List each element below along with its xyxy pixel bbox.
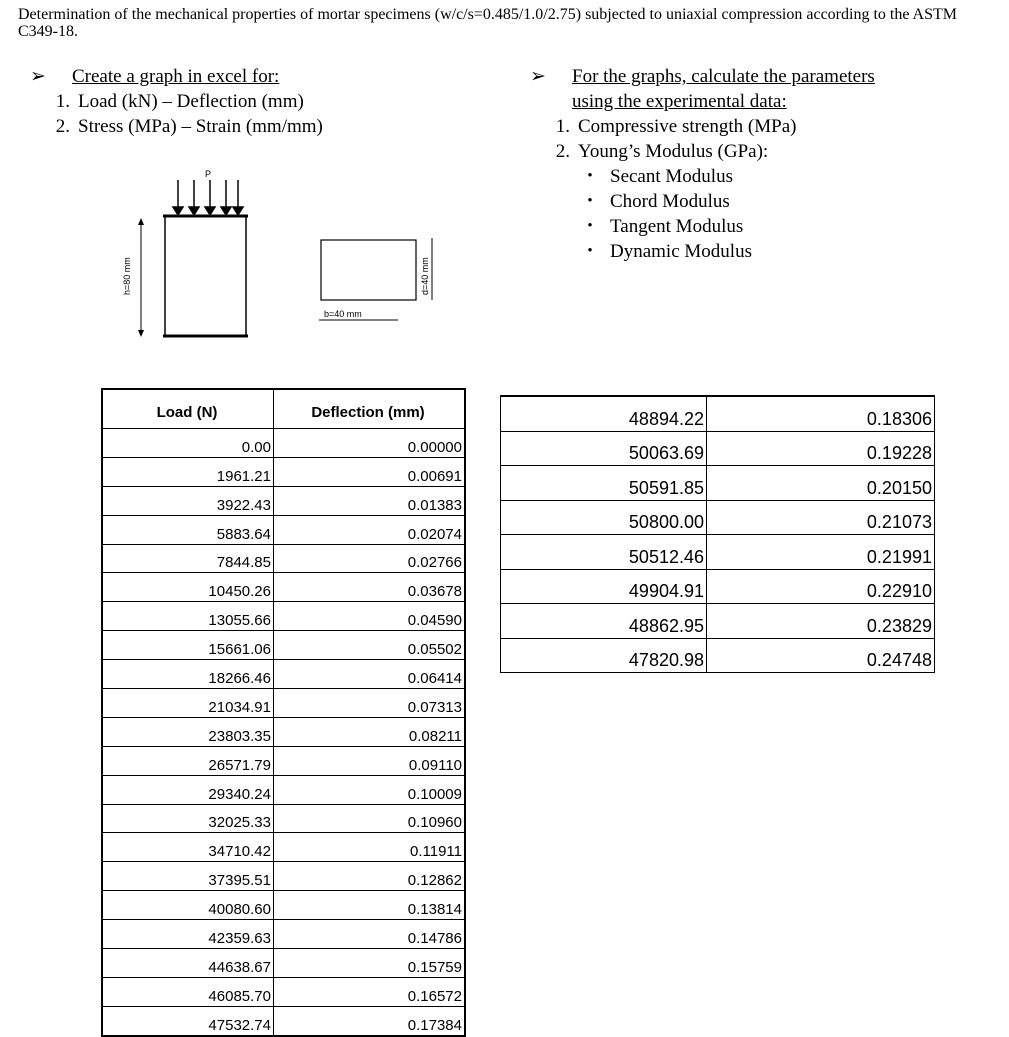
deflection-cell: 0.21991: [707, 535, 935, 570]
deflection-cell: 0.15759: [274, 949, 466, 978]
table-row: [501, 431, 935, 466]
load-cell: 32025.33: [102, 804, 274, 833]
load-arrows-icon: [173, 180, 243, 215]
load-cell: 46085.70: [102, 977, 274, 1006]
height-label: h=80 mm: [122, 257, 132, 295]
list-number: 1.: [55, 91, 70, 112]
deflection-cell: 0.08211: [274, 717, 466, 746]
bullet-icon: •: [587, 193, 593, 209]
load-cell: 21034.91: [102, 689, 274, 718]
table-row: [102, 833, 465, 862]
load-cell: 29340.24: [102, 775, 274, 804]
table-row: [102, 573, 465, 602]
table-row: [102, 977, 465, 1006]
deflection-cell: 0.03678: [274, 573, 466, 602]
load-cell: 18266.46: [102, 660, 274, 689]
deflection-cell: 0.06414: [274, 660, 466, 689]
table-header-row: [102, 389, 465, 429]
table-row: [102, 891, 465, 920]
bullet-text: Tangent Modulus: [610, 216, 744, 237]
width-label: b=40 mm: [324, 309, 362, 319]
bullet-text: Dynamic Modulus: [610, 241, 752, 262]
table-row: [102, 804, 465, 833]
load-cell: 23803.35: [102, 717, 274, 746]
list-item: [30, 89, 323, 114]
table-row: [501, 535, 935, 570]
load-cell: 48894.22: [501, 396, 707, 431]
load-cell: 47532.74: [102, 1006, 274, 1035]
load-cell: 13055.66: [102, 602, 274, 631]
list-number: 2.: [55, 116, 70, 137]
table-row: [102, 746, 465, 775]
bullet-icon: •: [587, 218, 593, 234]
table-row: [102, 602, 465, 631]
deflection-cell: 0.12862: [274, 862, 466, 891]
load-cell: 5883.64: [102, 515, 274, 544]
table-row: [102, 1006, 465, 1035]
table-row: [102, 862, 465, 891]
deflection-cell: 0.19228: [707, 431, 935, 466]
load-cell: 3922.43: [102, 486, 274, 515]
table-row: [102, 689, 465, 718]
table-row: [501, 466, 935, 501]
load-label: P: [205, 169, 212, 179]
table-row: [501, 500, 935, 535]
deflection-cell: 0.09110: [274, 746, 466, 775]
deflection-cell: 0.24748: [707, 638, 935, 673]
load-cell: 26571.79: [102, 746, 274, 775]
deflection-cell: 0.10960: [274, 804, 466, 833]
bullet-item: [570, 214, 875, 239]
deflection-cell: 0.21073: [707, 500, 935, 535]
deflection-cell: 0.10009: [274, 775, 466, 804]
table-row: [102, 717, 465, 746]
load-cell: 37395.51: [102, 862, 274, 891]
deflection-cell: 0.23829: [707, 604, 935, 639]
arrow-bullet-icon: ➢: [530, 66, 546, 87]
list-text: Compressive strength (MPa): [578, 116, 797, 137]
deflection-cell: 0.17384: [274, 1006, 466, 1035]
deflection-cell: 0.05502: [274, 631, 466, 660]
bullet-text: Secant Modulus: [610, 166, 733, 187]
cross-section: [321, 240, 416, 300]
deflection-cell: 0.01383: [274, 486, 466, 515]
intro-text: Determination of the mechanical properties of mortar specimens (w/c/s=0.485/1.0/2.75) subjected to uniaxial compression according to the ASTM C349-18.: [18, 6, 957, 40]
list-text: Stress (MPa) – Strain (mm/mm): [78, 116, 323, 137]
load-cell: 50800.00: [501, 500, 707, 535]
column-header-load: Load (N): [102, 389, 274, 429]
deflection-cell: 0.02766: [274, 544, 466, 573]
load-cell: 0.00: [102, 429, 274, 458]
deflection-cell: 0.11911: [274, 833, 466, 862]
list-number: 1.: [555, 116, 570, 137]
table-row: [501, 396, 935, 431]
bullet-text: Chord Modulus: [610, 191, 730, 212]
list-text: Young’s Modulus (GPa):: [578, 141, 769, 162]
deflection-cell: 0.00000: [274, 429, 466, 458]
list-number: 2.: [555, 141, 570, 162]
load-cell: 7844.85: [102, 544, 274, 573]
table-row: [102, 457, 465, 486]
load-cell: 44638.67: [102, 949, 274, 978]
table-row: [501, 638, 935, 673]
load-cell: 47820.98: [501, 638, 707, 673]
load-cell: 48862.95: [501, 604, 707, 639]
bullet-icon: •: [587, 168, 593, 184]
table-row: [102, 631, 465, 660]
bullet-item: [570, 189, 875, 214]
table-row: [102, 515, 465, 544]
deflection-cell: 0.18306: [707, 396, 935, 431]
table-row: [102, 486, 465, 515]
bullet-item: [570, 164, 875, 189]
left-section: [30, 64, 323, 139]
list-item: [30, 114, 323, 139]
load-cell: 50063.69: [501, 431, 707, 466]
list-text: Load (kN) – Deflection (mm): [78, 91, 304, 112]
list-item: [530, 114, 875, 139]
table-row: [501, 604, 935, 639]
table-row: [102, 920, 465, 949]
specimen-column: [165, 216, 246, 336]
load-cell: 10450.26: [102, 573, 274, 602]
arrow-bullet-icon: ➢: [30, 66, 46, 87]
deflection-cell: 0.02074: [274, 515, 466, 544]
load-deflection-table-continued: [500, 395, 935, 673]
load-cell: 34710.42: [102, 833, 274, 862]
deflection-cell: 0.13814: [274, 891, 466, 920]
deflection-cell: 0.00691: [274, 457, 466, 486]
table-row: [102, 660, 465, 689]
column-header-deflection: Deflection (mm): [274, 389, 466, 429]
list-item: [530, 139, 875, 164]
load-cell: 1961.21: [102, 457, 274, 486]
left-heading: Create a graph in excel for:: [72, 66, 280, 87]
load-cell: 15661.06: [102, 631, 274, 660]
deflection-cell: 0.04590: [274, 602, 466, 631]
right-section: [530, 64, 875, 264]
load-cell: 50512.46: [501, 535, 707, 570]
bullet-item: [570, 239, 875, 264]
load-cell: 40080.60: [102, 891, 274, 920]
depth-label: d=40 mm: [420, 257, 430, 295]
load-cell: 49904.91: [501, 569, 707, 604]
load-cell: 42359.63: [102, 920, 274, 949]
deflection-cell: 0.16572: [274, 977, 466, 1006]
deflection-cell: 0.07313: [274, 689, 466, 718]
table-row: [102, 949, 465, 978]
bullet-icon: •: [587, 243, 593, 259]
deflection-cell: 0.20150: [707, 466, 935, 501]
load-deflection-table: [101, 388, 466, 1037]
table-row: [102, 775, 465, 804]
load-cell: 50591.85: [501, 466, 707, 501]
right-heading-line2: using the experimental data:: [572, 91, 787, 112]
table-row: [102, 544, 465, 573]
deflection-cell: 0.22910: [707, 569, 935, 604]
deflection-cell: 0.14786: [274, 920, 466, 949]
right-heading-line1: For the graphs, calculate the parameters: [572, 66, 875, 87]
table-row: [501, 569, 935, 604]
specimen-diagram: [110, 165, 450, 345]
table-row: [102, 429, 465, 458]
